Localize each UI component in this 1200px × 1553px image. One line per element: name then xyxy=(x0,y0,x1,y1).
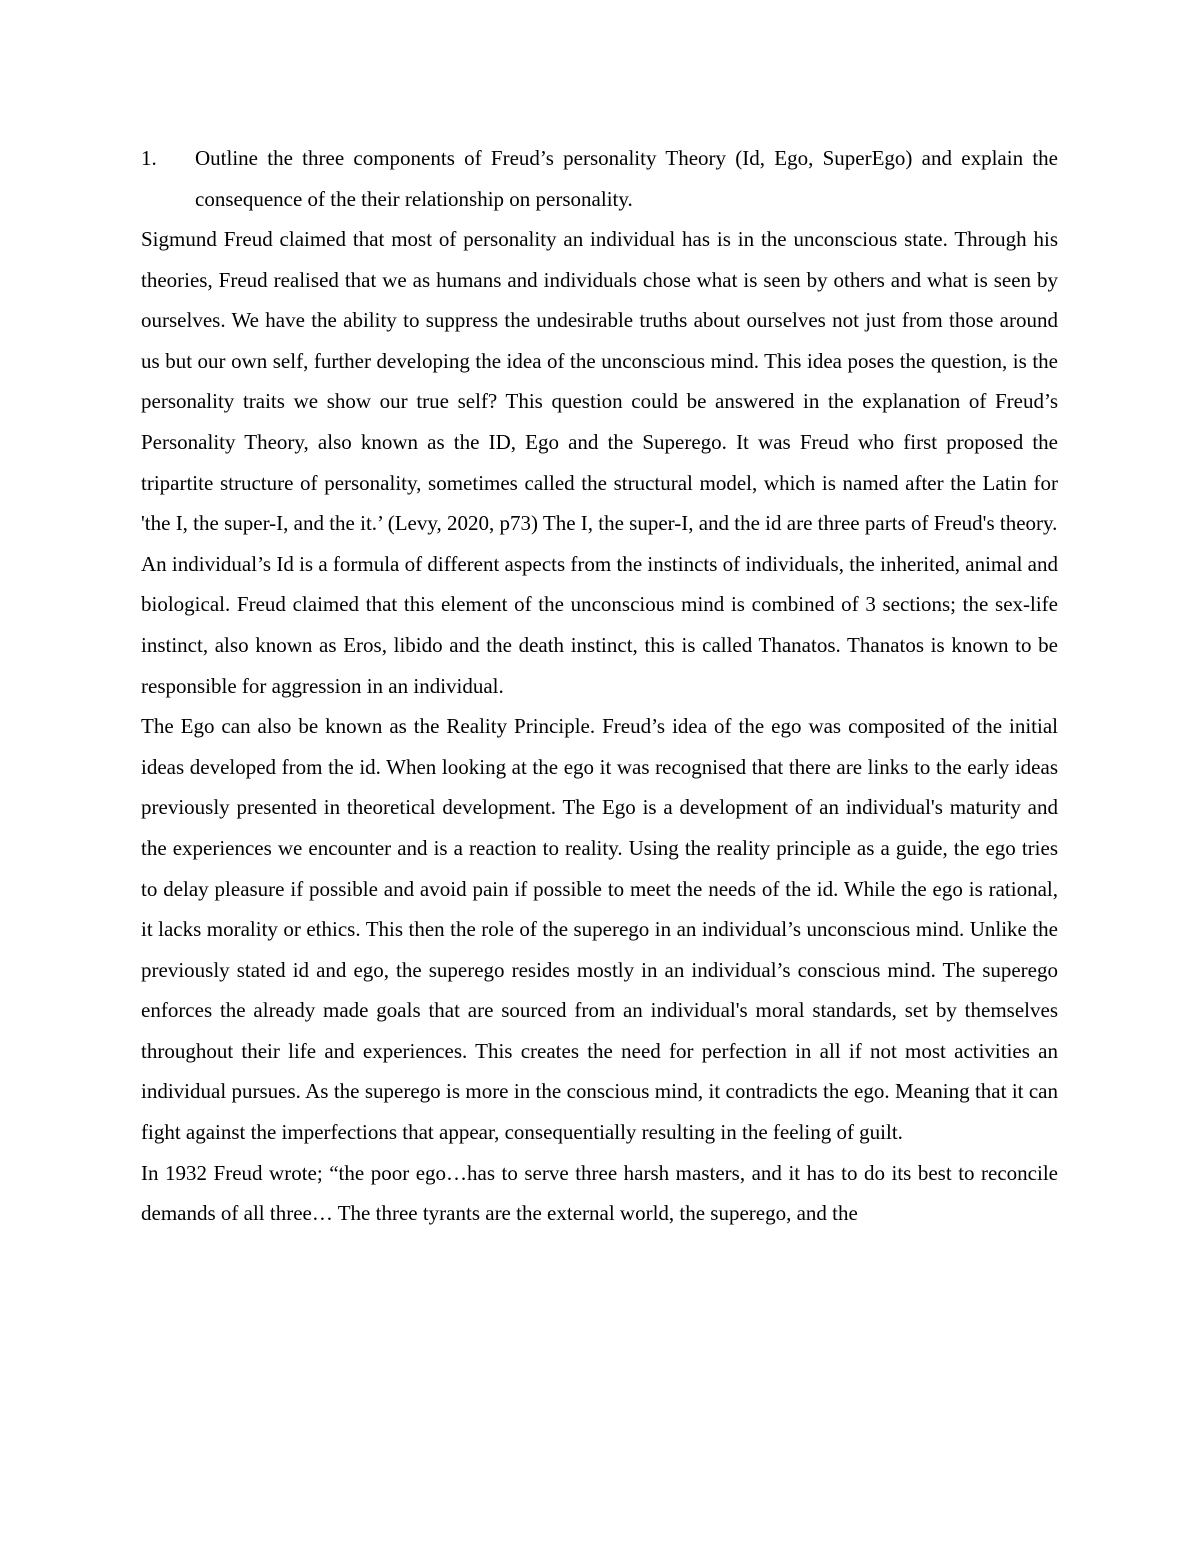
question-number: 1. xyxy=(141,146,157,170)
paragraph-quote: In 1932 Freud wrote; “the poor ego…has to serve three harsh masters, and it has to do its best to reconcile demands of all three… The three tyrants are the external world, the superego, and the xyxy=(141,1160,1058,1226)
paragraph-introduction: Sigmund Freud claimed that most of personality an individual has is in the unconscious state. Through his theories, Freud realised that we as humans and individuals chose what is seen by others and what is seen by ourselves. We have the ability to suppress the undesirable truths about ourselves not just from those around us but our own self, further developing the idea of the unconscious mind. This idea poses the question, is the personality traits we show our true self? This question could be answered in the explanation of Freud’s Personality Theory, also known as the ID, Ego and the Superego. It was Freud who first proposed the tripartite structure of personality, sometimes called the structural model, which is named after the Latin for 'the I, the super-I, and the it.’ (Levy, 2020, p73) The I, the super-I, and the id are three parts of Freud's theory. xyxy=(141,227,1058,536)
paragraph-ego-superego: The Ego can also be known as the Reality Principle. Freud’s idea of the ego was composited of the initial ideas developed from the id. When looking at the ego it was recognised that there are links to the early ideas previously presented in theoretical development. The Ego is a development of an individual's maturity and the experiences we encounter and is a reaction to reality. Using the reality principle as a guide, the ego tries to delay pleasure if possible and avoid pain if possible to meet the needs of the id. While the ego is rational, it lacks morality or ethics. This then the role of the superego in an individual’s unconscious mind. Unlike the previously stated id and ego, the superego resides mostly in an individual’s conscious mind. The superego enforces the already made goals that are sourced from an individual's moral standards, set by themselves throughout their life and experiences. This creates the need for perfection in all if not most activities an individual pursues. As the superego is more in the conscious mind, it contradicts the ego. Meaning that it can fight against the imperfections that appear, consequentially resulting in the feeling of guilt. xyxy=(141,714,1058,1145)
question-text: Outline the three components of Freud’s personality Theory (Id, Ego, SuperEgo) and explain the consequence of the their relationship on personality. xyxy=(195,146,1058,211)
document-body xyxy=(141,138,1058,1234)
paragraph-id: An individual’s Id is a formula of different aspects from the instincts of individuals, the inherited, animal and biological. Freud claimed that this element of the unconscious mind is combined of 3 sections; the sex-life instinct, also known as Eros, libido and the death instinct, this is called Thanatos. Thanatos is known to be responsible for aggression in an individual. xyxy=(141,551,1058,698)
question-item xyxy=(141,138,1058,219)
